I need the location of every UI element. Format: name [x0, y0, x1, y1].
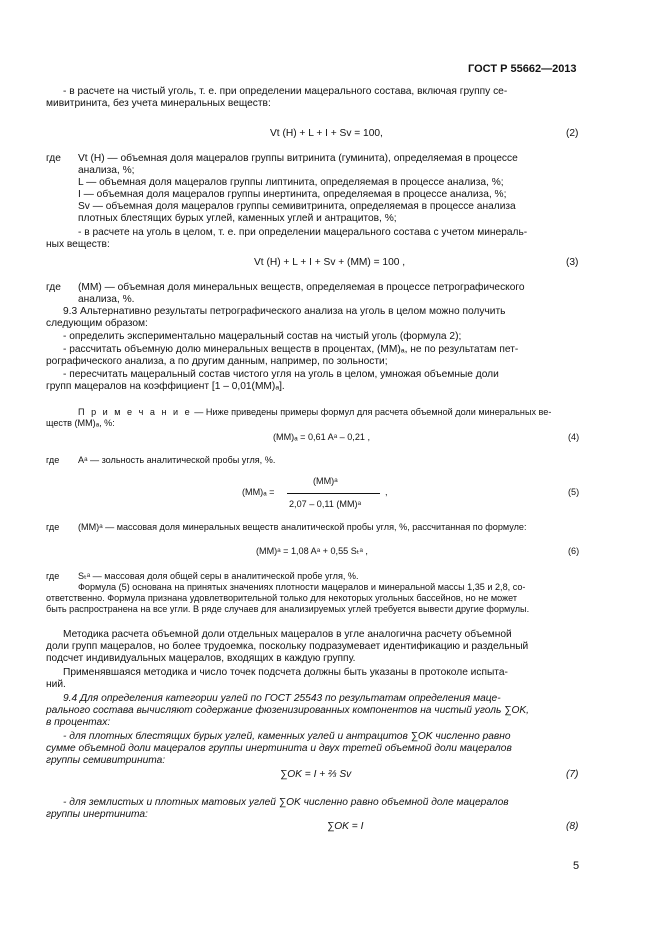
- formula-number: (5): [568, 487, 580, 497]
- formula-number: (3): [566, 257, 579, 268]
- text-line: мивитринита, без учета минеральных веществ:: [46, 98, 271, 109]
- formula-3: Vt (H) + L + I + Sv + (MM) = 100 ,: [254, 257, 406, 268]
- text-line: в процентах:: [46, 717, 111, 728]
- text-line: - определить экспериментально мацеральный состав на чистый уголь (формула 2);: [63, 331, 462, 342]
- text-line: плотных блестящих бурых углей, каменных углей и антрацитов, %;: [78, 213, 397, 224]
- note-line: Sₜᵃ — массовая доля общей серы в аналитической пробе угля, %.: [78, 571, 359, 581]
- text-line: следующим образом:: [46, 318, 148, 329]
- formula-6: (MM)ᵃ = 1,08 Aᵃ + 0,55 Sₜᵃ ,: [256, 546, 368, 556]
- text-line: группы инертинита:: [46, 809, 148, 820]
- text-line: ний.: [46, 679, 66, 690]
- text-line: Sv — объемная доля мацералов группы семивитринита, определяемая в процессе анализа: [78, 201, 516, 212]
- text-line: Методика расчета объемной доли отдельных мацералов в угле аналогична расчету объемной: [63, 629, 512, 640]
- note-line: (MM)ᵃ — массовая доля минеральных веществ аналитической пробы угля, %, рассчитанная по формуле:: [78, 522, 527, 532]
- text-line: подсчет индивидуальных мацералов, входящих в каждую группу.: [46, 653, 356, 664]
- formula-4: (MM)ₐ = 0,61 Aᵃ – 0,21 ,: [273, 432, 370, 442]
- formula-8: ∑OK = I: [327, 821, 364, 832]
- text-line: группы семивитринита:: [46, 755, 166, 766]
- fraction-bar: [287, 493, 380, 494]
- text-line: 9.4 Для определения категории углей по ГОСТ 25543 по результатам определения маце-: [63, 693, 501, 704]
- formula-5-comma: ,: [385, 487, 388, 497]
- text-line: I — объемная доля мацералов группы инертинита, определяемая в процессе анализа, %;: [78, 189, 507, 200]
- formula-5-denominator: 2,07 – 0,11 (MM)ᵃ: [289, 499, 361, 509]
- formula-5-lhs: (MM)ₐ =: [242, 487, 275, 497]
- note-line: ществ (MM)ₐ, %:: [46, 418, 115, 428]
- where-label: где: [46, 282, 61, 293]
- text-line: - для землистых и плотных матовых углей ∑OK численно равно объемной доле мацералов: [63, 797, 509, 808]
- text-line: ных веществ:: [46, 239, 110, 250]
- note-line: [78, 407, 551, 418]
- note-line: Формула (5) основана на принятых значениях плотности мацералов и минеральной массы 1,35 и 2,8, со-: [78, 582, 526, 592]
- text-line: - для плотных блестящих бурых углей, каменных углей и антрацитов ∑OK численно равно: [63, 731, 511, 742]
- formula-number: (6): [568, 546, 580, 556]
- note-line: ответственно. Формула признана удовлетворительной только для некоторых угольных бассейнов, но не может: [46, 593, 518, 603]
- formula-5-numerator: (MM)ᵃ: [313, 476, 338, 486]
- formula-2: Vt (H) + L + I + Sv = 100,: [270, 128, 383, 139]
- where-label: где: [46, 153, 61, 164]
- note-line: быть распространена на все угли. В ряде случаев для анализируемых углей требуется вывести другие формулы.: [46, 604, 530, 614]
- text-line: групп мацералов на коэффициент [1 – 0,01(MM)ₐ].: [46, 381, 285, 392]
- text-line: - в расчете на чистый уголь, т. е. при определении мацерального состава, включая группу се-: [63, 86, 508, 97]
- formula-number: (8): [566, 821, 579, 832]
- note-label: П р и м е ч а н и е: [78, 407, 192, 417]
- text-line: (MM) — объемная доля минеральных веществ, определяемая в процессе петрографического: [78, 282, 525, 293]
- page-number: 5: [573, 860, 580, 872]
- formula-number: (2): [566, 128, 579, 139]
- text-line: рографического анализа, а по другим данным, например, по зольности;: [46, 356, 388, 367]
- text-line: Применявшаяся методика и число точек подсчета должны быть указаны в протоколе испыта-: [63, 667, 508, 678]
- text-line: анализа, %;: [78, 165, 135, 176]
- text-line: L — объемная доля мацералов группы липтинита, определяемая в процессе анализа, %;: [78, 177, 504, 188]
- text-line: рального состава вычисляют содержание фюзенизированных компонентов на чистый уголь ∑OK,: [46, 705, 529, 716]
- formula-7: ∑OK = I + ⅔ Sv: [280, 769, 352, 780]
- standard-number: ГОСТ Р 55662—2013: [468, 63, 577, 75]
- formula-number: (4): [568, 432, 580, 442]
- where-label: где: [46, 522, 60, 532]
- where-label: где: [46, 571, 60, 581]
- note-text: — Ниже приведены примеры формул для расчета объемной доли минеральных ве-: [191, 407, 552, 417]
- text-line: - в расчете на уголь в целом, т. е. при определении мацерального состава с учетом минераль-: [78, 227, 528, 238]
- note-line: Aᵃ — зольность аналитической пробы угля, %.: [78, 455, 276, 465]
- text-line: - пересчитать мацеральный состав чистого угля на уголь в целом, умножая объемные доли: [63, 369, 499, 380]
- text-line: Vt (H) — объемная доля мацералов группы витринита (гуминита), определяемая в процессе: [78, 153, 518, 164]
- text-line: - рассчитать объемную долю минеральных веществ в процентах, (MM)ₐ, не по результатам пет-: [63, 344, 519, 355]
- text-line: анализа, %.: [78, 294, 135, 305]
- text-line: сумме объемной доли мацералов группы инертинита и двух третей объемной доли мацералов: [46, 743, 512, 754]
- text-line: 9.3 Альтернативно результаты петрографического анализа на уголь в целом можно получить: [63, 306, 506, 317]
- text-line: доли групп мацералов, но более трудоемка, поскольку подразумевает идентификацию и раздельный: [46, 641, 529, 652]
- where-label: где: [46, 455, 60, 465]
- formula-number: (7): [566, 769, 579, 780]
